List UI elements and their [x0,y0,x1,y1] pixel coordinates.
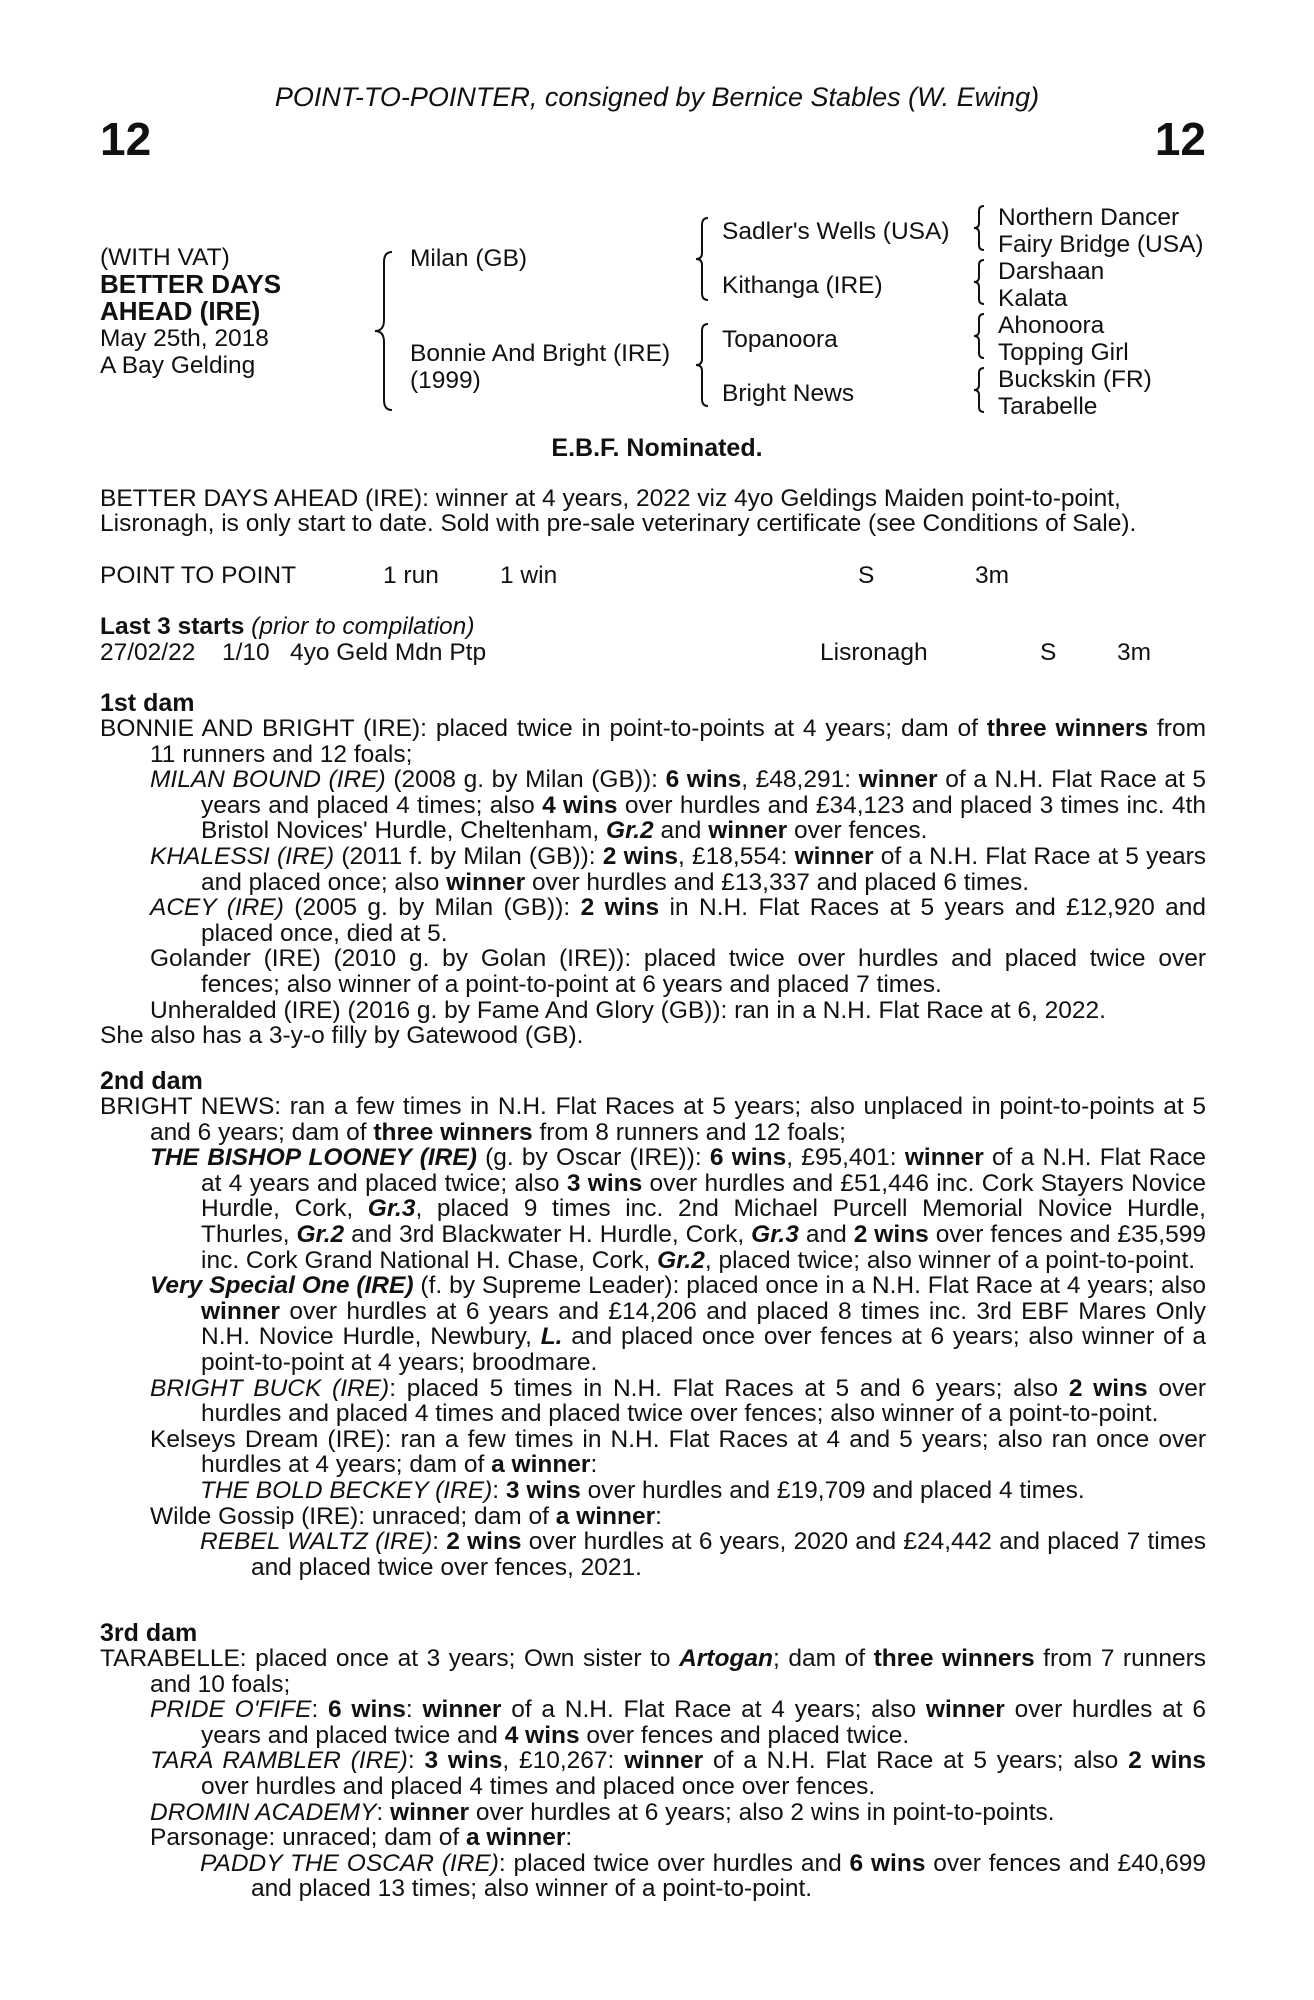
text: of a N.H. Flat Race at 4 years; also [501,1696,926,1724]
text: : [590,1451,598,1479]
text: (g. by Oscar (IRE)): [476,1144,710,1172]
text: and [653,817,709,845]
pedigree-gen3-1: Northern Dancer [998,204,1180,231]
pedigree-gen3-5: Ahonoora [998,312,1105,339]
pedigree-bracket-sire [694,216,712,302]
wins: 2 wins [602,842,679,870]
foaling-date: May 25th, 2018 [100,325,269,352]
text: : [432,1528,447,1556]
produce-name: MILAN BOUND (IRE) [150,766,386,794]
text: in N.H. Flat Races at 5 years and £12,920 and placed once, died at 5. [201,894,1206,947]
first-dam-produce-5: Unheralded (IRE) (2016 g. by Fame And Glory (GB)): ran in a N.H. Flat Race at 6, 2022. [150,996,1106,1024]
wins: 2 wins [580,894,660,922]
horse-name-line1: BETTER DAYS [100,269,282,299]
text: , placed 9 times inc. 2nd Michael Purcell Memorial Novice Hurdle, Thurles, [201,1195,1206,1248]
winners-count: three winners [373,1118,533,1146]
pedigree-dam-year: (1999) [410,367,481,394]
second-dam-produce-3 [100,1376,1206,1427]
second-dam-section [100,1068,1206,1580]
wins: 6 wins [709,1144,787,1172]
text: : [565,1824,573,1852]
text: , £48,291: [741,766,859,794]
produce-name: DROMIN ACADEMY [150,1798,377,1826]
text: from 8 runners and 12 foals; [532,1118,846,1146]
horse-name-line2: AHEAD (IRE) [100,296,261,326]
winner: winner [708,817,788,845]
text: Parsonage: unraced; dam of [150,1824,466,1852]
winner: winner [422,1696,502,1724]
grade: Gr.3 [751,1220,799,1248]
winner: winner [904,1144,984,1172]
text: Wilde Gossip (IRE): unraced; dam of [150,1502,556,1530]
record-distance: 3m [975,562,1010,589]
second-dam-heading: 2nd dam [100,1067,203,1095]
last-starts-heading [100,613,474,640]
second-dam-intro [100,1094,1206,1145]
text: : [311,1696,329,1724]
third-dam-heading: 3rd dam [100,1619,198,1647]
text: from 11 runners and 12 foals; [150,715,1206,768]
first-dam-produce-2 [100,844,1206,895]
text: over fences and placed twice. [579,1721,910,1749]
text: : placed 5 times in N.H. Flat Races at 5 and 6 years; also [389,1374,1069,1402]
text: over hurdles and £19,709 and placed 4 times. [580,1476,1085,1504]
produce-name: PADDY THE OSCAR (IRE) [200,1849,499,1877]
text: and placed once over fences at 6 years; also winner of a point-to-point at 4 years; broodmare. [201,1323,1206,1376]
grade: Gr.2 [296,1220,345,1248]
last-start-distance: 3m [1117,639,1152,666]
pedigree-dam-sire: Topanoora [722,326,838,353]
third-dam-intro [100,1646,1206,1697]
vat-note: (WITH VAT) [100,244,230,271]
pedigree-dam-dam: Bright News [722,380,855,407]
lot-number-left: 12 [100,113,152,165]
text: over hurdles and placed 4 times and placed twice over fences; also winner of a point-to-point. [201,1374,1207,1428]
text: over hurdles at 6 years and £14,206 and placed 8 times inc. 3rd EBF Mares Only N.H. Novice Hurdle, Newbury, [201,1297,1206,1351]
winner: winner [794,842,874,870]
wins: 6 wins [849,1849,926,1877]
text: over hurdles at 6 years, 2020 and £24,442 and placed 7 times and placed twice over fences, 2021. [251,1528,1206,1581]
wins: 3 wins [505,1476,581,1504]
text: of a N.H. Flat Race at 5 years and placed 4 times; also [201,766,1206,819]
pedigree-sire: Milan (GB) [410,245,528,272]
pedigree-bracket-main [372,250,396,412]
consignment-line: POINT-TO-POINTER, consigned by Bernice Stables (W. Ewing) [274,82,1040,112]
grade: L. [540,1323,563,1351]
wins: 2 wins [1128,1747,1207,1775]
pedigree-bracket-sd [972,258,988,306]
winner: winner [858,766,938,794]
text: (2005 g. by Milan (GB)): [283,894,581,922]
grade: Gr.2 [657,1246,705,1274]
text: ; dam of [772,1645,874,1672]
winners-count: three winners [873,1645,1035,1672]
text: over fences and £40,699 and placed 13 times; also winner of a point-to-point. [251,1849,1207,1903]
text: TARABELLE: placed once at 3 years; Own sister to [100,1645,680,1672]
horse-description: A Bay Gelding [100,352,256,379]
wins: 2 wins [853,1220,929,1248]
text: over fences and £35,599 inc. Cork Grand National H. Chase, Cork, [201,1220,1206,1274]
third-dam-produce-3 [100,1800,1206,1826]
text: over hurdles and £13,337 and placed 6 times. [525,868,1030,896]
winner: a winner [555,1502,656,1530]
wins: 4 wins [504,1721,580,1749]
text: from 7 runners and 10 foals; [150,1645,1206,1698]
text: : [492,1476,506,1504]
winners-count: three winners [986,715,1149,742]
last-start-race: 4yo Geld Mdn Ptp [290,639,487,666]
third-dam-produce-1 [100,1697,1206,1748]
text: of a N.H. Flat Race at 5 years; also [703,1747,1129,1775]
third-dam-grandproduce-1 [100,1851,1206,1902]
second-dam-produce-2 [100,1273,1206,1375]
text: : [376,1798,391,1826]
first-dam-intro [100,716,1206,767]
pedigree-dam: Bonnie And Bright (IRE) [410,340,671,367]
last-starts-heading-note: (prior to compilation) [251,613,475,640]
first-dam-section [100,690,1206,1049]
last-start-date: 27/02/22 [100,639,196,666]
text: of a N.H. Flat Race at 4 years and placed twice; also [201,1144,1207,1197]
winner: winner [390,1798,470,1826]
record-going: S [858,562,875,589]
text: : placed twice over hurdles and [498,1849,850,1877]
winner: winner [446,868,526,896]
third-dam-produce-2 [100,1748,1206,1799]
wins: 6 wins [665,766,742,794]
pedigree-gen3-4: Kalata [998,285,1068,312]
text: over fences. [787,817,928,845]
pedigree-bracket-dam [694,322,712,408]
last-start-going: S [1040,639,1057,666]
second-dam-produce-4 [100,1427,1206,1478]
record-runs: 1 run [383,562,439,589]
text: over hurdles and £34,123 and placed 3 times inc. 4th Bristol Novices' Hurdle, Cheltenham, [201,791,1206,845]
winner: winner [624,1747,704,1775]
ebf-nominated: E.B.F. Nominated. [551,434,763,462]
first-dam-produce-3 [100,895,1206,946]
last-start-course: Lisronagh [820,639,928,666]
last-start-position: 1/10 [222,639,270,666]
second-dam-produce-1 [100,1145,1206,1273]
text: , £18,554: [678,842,795,870]
second-dam-grandproduce-1 [100,1478,1206,1504]
produce-name: THE BISHOP LOONEY (IRE) [150,1144,477,1172]
last-starts-heading-bold: Last 3 starts [100,613,245,640]
produce-name: KHALESSI (IRE) [150,842,335,870]
produce-name: BRIGHT BUCK (IRE) [150,1374,390,1402]
text: : [407,1747,425,1775]
first-dam-heading: 1st dam [100,689,195,717]
winner: a winner [491,1451,591,1479]
winner: winner [925,1696,1005,1724]
text: BONNIE AND BRIGHT (IRE): placed twice in point-to-points at 4 years; dam of [100,715,987,742]
third-dam-section [100,1620,1206,1902]
sibling-name: Artogan [679,1645,773,1672]
wins: 3 wins [566,1169,643,1197]
first-dam-also: She also has a 3-y-o filly by Gatewood (GB). [100,1022,584,1050]
text: and 3rd Blackwater H. Hurdle, Cork, [344,1220,752,1248]
text: Kelseys Dream (IRE): ran a few times in N.H. Flat Races at 4 and 5 years; also ran once over hurdles at 4 years; dam of [150,1425,1206,1479]
produce-name: THE BOLD BECKEY (IRE) [200,1476,493,1504]
record-wins: 1 win [500,562,558,589]
record-type: POINT TO POINT [100,562,297,589]
text: , placed twice; also winner of a point-to-point. [704,1246,1196,1274]
wins: 2 wins [446,1528,522,1556]
pedigree-gen3-2: Fairy Bridge (USA) [998,231,1204,258]
lot-number-right: 12 [1154,113,1206,165]
produce-name: Very Special One (IRE) [150,1272,414,1300]
text: over hurdles and £51,446 inc. Cork Stayers Novice Hurdle, Cork, [201,1169,1207,1223]
text: over hurdles at 6 years; also 2 wins in point-to-points. [469,1798,1055,1826]
text: , £10,267: [502,1747,625,1775]
summary-line-1: BETTER DAYS AHEAD (IRE): winner at 4 years, 2022 viz 4yo Geldings Maiden point-to-point, [100,485,1121,512]
text: BRIGHT NEWS: ran a few times in N.H. Flat Races at 5 years; also unplaced in point-to-points at 5 and 6 years; dam of [100,1093,1206,1146]
pedigree-gen3-3: Darshaan [998,258,1105,285]
first-dam-produce-4: Golander (IRE) (2010 g. by Golan (IRE)): placed twice over hurdles and placed twice over fences; also winner of a point-to-point at 6 years and placed 7 times. [150,945,1206,998]
grade: Gr.2 [606,817,654,845]
pedigree-sire-dam: Kithanga (IRE) [722,272,883,299]
winner: a winner [465,1824,566,1852]
pedigree-bracket-ds [972,312,988,360]
pedigree-gen3-6: Topping Girl [998,339,1129,366]
text: (f. by Supreme Leader): placed once in a N.H. Flat Race at 4 years; also [413,1272,1206,1300]
second-dam-produce-5 [100,1504,1206,1530]
text: over hurdles at 6 years and placed twice and [201,1696,1206,1749]
text: (2008 g. by Milan (GB)): [385,766,666,794]
pedigree-bracket-dd [972,366,988,414]
produce-name: ACEY (IRE) [150,894,284,922]
text: and [798,1220,854,1248]
wins: 2 wins [1068,1374,1148,1402]
third-dam-produce-4 [100,1825,1206,1851]
pedigree-bracket-ss [972,204,988,252]
pedigree-sire-sire: Sadler's Wells (USA) [722,218,950,245]
winner: winner [201,1297,280,1325]
text: (2011 f. by Milan (GB)): [334,842,603,870]
wins: 3 wins [424,1747,503,1775]
text: , £95,401: [786,1144,905,1172]
text: : [655,1502,662,1530]
text: of a N.H. Flat Race at 5 years and placed once; also [201,842,1206,896]
second-dam-grandproduce-2 [100,1529,1206,1580]
text: : [405,1696,423,1724]
grade: Gr.3 [367,1195,416,1223]
pedigree-gen3-7: Buckskin (FR) [998,366,1152,393]
produce-name: PRIDE O'FIFE [150,1696,312,1724]
produce-name: REBEL WALTZ (IRE) [200,1528,433,1556]
text: over hurdles and placed 4 times and placed once over fences. [201,1772,876,1800]
first-dam-produce-1 [100,767,1206,844]
produce-name: TARA RAMBLER (IRE) [150,1747,408,1775]
wins: 4 wins [542,791,618,819]
summary-line-2: Lisronagh, is only start to date. Sold with pre-sale veterinary certificate (see Conditions of Sale). [100,510,1137,537]
pedigree-gen3-8: Tarabelle [998,393,1098,420]
wins: 6 wins [328,1696,406,1724]
